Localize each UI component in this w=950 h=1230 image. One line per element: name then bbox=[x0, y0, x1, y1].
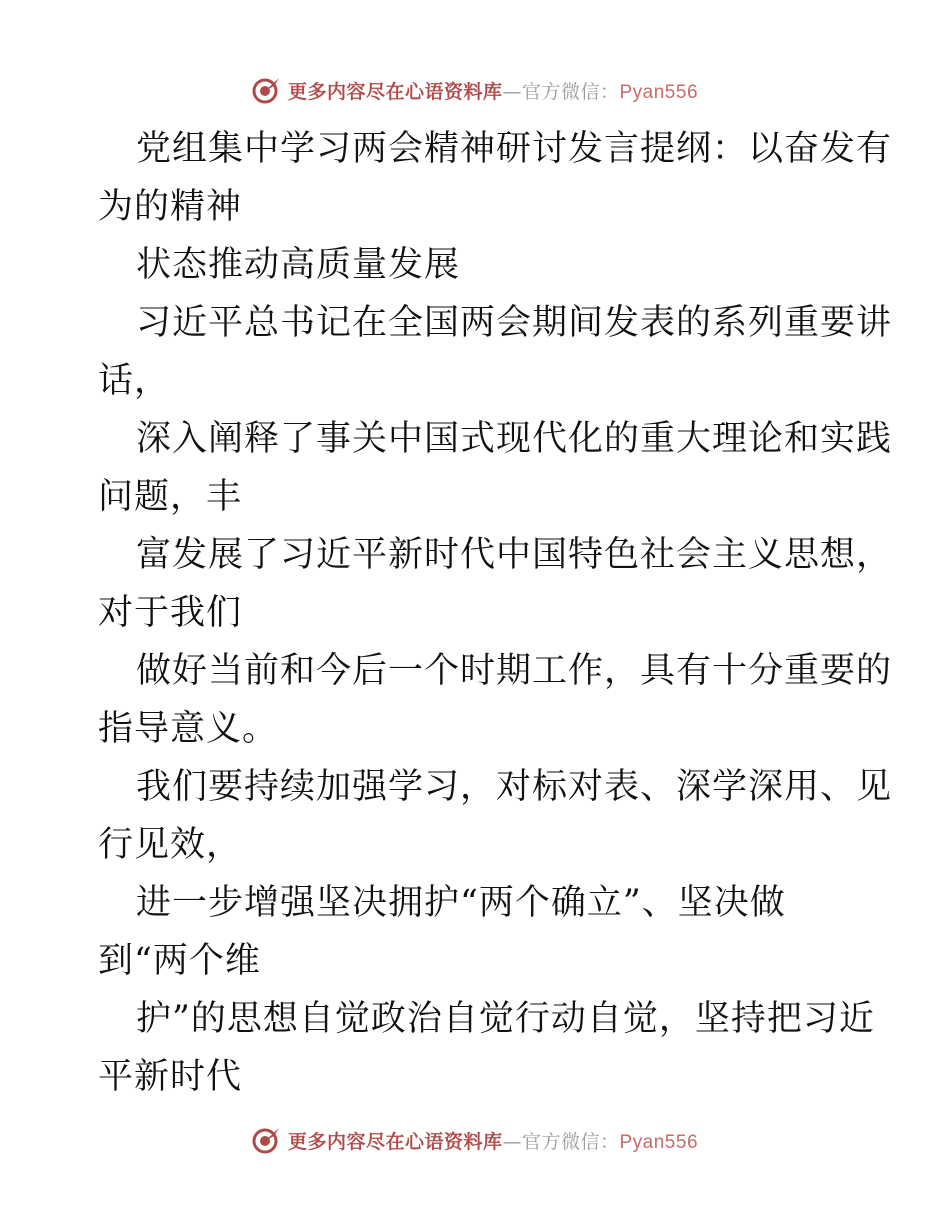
document-body bbox=[98, 120, 893, 1106]
body-line: 进一步增强坚决拥护“两个确立”、坚决做 bbox=[136, 883, 786, 923]
header-site-name: 更多内容尽在心语资料库 bbox=[287, 80, 503, 103]
body-line: 为的精神 bbox=[98, 187, 243, 227]
body-line: 问题，丰 bbox=[98, 477, 243, 517]
header-watermark bbox=[0, 70, 950, 110]
body-line: 党组集中学习两会精神研讨发言提纲：以奋发有 bbox=[136, 129, 893, 169]
body-line: 行见效， bbox=[98, 825, 243, 865]
body-line: 富发展了习近平新时代中国特色社会主义思想， bbox=[136, 535, 893, 575]
quill-logo-icon bbox=[252, 1125, 282, 1155]
footer-wechat-id: Pyan556 bbox=[619, 1131, 699, 1153]
body-line: 到“两个维 bbox=[98, 941, 261, 981]
body-line: 指导意义。 bbox=[98, 709, 279, 749]
body-line: 深入阐释了事关中国式现代化的重大理论和实践 bbox=[136, 419, 893, 459]
body-line: 护”的思想自觉政治自觉行动自觉，坚持把习近 bbox=[136, 999, 875, 1039]
footer-wechat-label: 官方微信： bbox=[521, 1130, 620, 1153]
header-wechat-label: 官方微信： bbox=[521, 80, 620, 103]
header-separator: — bbox=[502, 80, 522, 103]
body-line: 习近平总书记在全国两会期间发表的系列重要讲 bbox=[136, 303, 893, 343]
footer-watermark bbox=[0, 1120, 950, 1160]
footer-site-name: 更多内容尽在心语资料库 bbox=[287, 1130, 503, 1153]
body-line: 做好当前和今后一个时期工作，具有十分重要的 bbox=[136, 651, 893, 691]
body-line: 话， bbox=[98, 361, 171, 401]
footer-separator: — bbox=[502, 1130, 522, 1153]
quill-logo-icon bbox=[252, 75, 282, 105]
header-wechat-id: Pyan556 bbox=[619, 81, 699, 103]
body-line: 平新时代 bbox=[98, 1057, 243, 1097]
body-line: 状态推动高质量发展 bbox=[136, 245, 461, 285]
body-line: 我们要持续加强学习，对标对表、深学深用、见 bbox=[136, 767, 893, 807]
body-line: 对于我们 bbox=[98, 593, 243, 633]
